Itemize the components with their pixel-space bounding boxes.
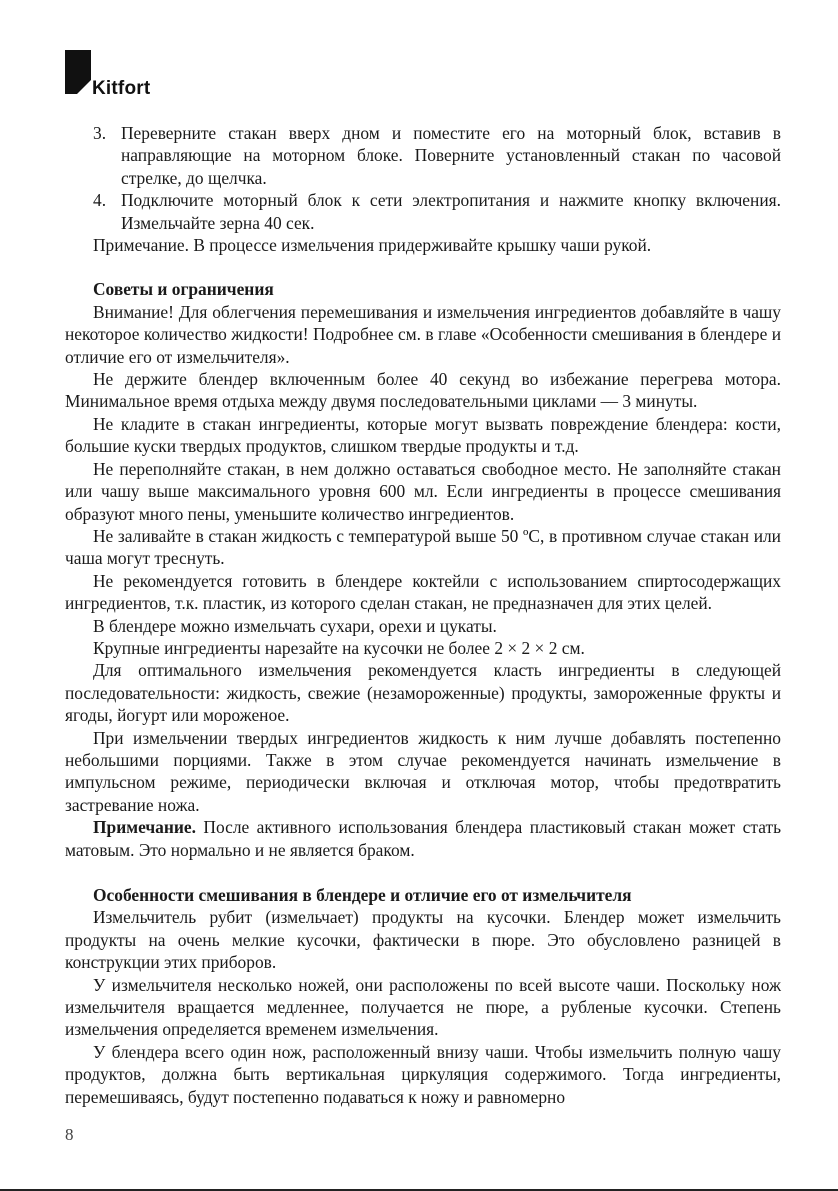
body-paragraph: У блендера всего один нож, расположенный внизу чаши. Чтобы измельчить полную чашу продуктов, должна быть вертикальная циркуляция содержимого. Тогда ингредиенты, перемешиваясь, будут постепенно подаваться к ножу и равномерно: [65, 1041, 781, 1107]
step-text: Переверните стакан вверх дном и поместите его на моторный блок, вставив в направляющие на моторном блоке. Поверните установленный стакан по часовой стрелке, до щелчка.: [121, 123, 781, 188]
note-paragraph: Примечание. В процессе измельчения придерживайте крышку чаши рукой.: [93, 235, 652, 256]
body-paragraph: Не кладите в стакан ингредиенты, которые могут вызвать повреждение блендера: кости, большие куски твердых продуктов, слишком твердые продукты и т.д.: [65, 413, 781, 457]
spacer: [93, 256, 781, 278]
page-number: 8: [65, 1125, 74, 1144]
body-paragraph: У измельчителя несколько ножей, они расположены по всей высоте чаши. Поскольку нож измельчителя вращается медленнее, получается не пюре, а рубленые кусочки. Степень измельчения определяется временем измельчения.: [65, 974, 781, 1040]
step-item: [93, 189, 781, 234]
page-content: [65, 122, 781, 1108]
brand-name: Kitfort: [92, 78, 151, 99]
body-paragraph: В блендере можно измельчать сухари, орехи и цукаты.: [93, 615, 497, 636]
step-number: 3.: [93, 123, 107, 143]
section-heading: Особенности смешивания в блендере и отличие его от измельчителя: [93, 885, 632, 905]
kitfort-logo: [65, 50, 175, 100]
body-paragraph: Не рекомендуется готовить в блендере коктейли с использованием спиртосодержащих ингредиентов, т.к. пластик, из которого сделан стакан, не предназначен для этих целей.: [65, 570, 781, 614]
step-item: [93, 122, 781, 189]
section-heading: Советы и ограничения: [93, 279, 274, 300]
body-paragraph: Внимание! Для облегчения перемешивания и измельчения ингредиентов добавляйте в чашу некоторое количество жидкости! Подробнее см. в главе «Особенности смешивания в блендере и отличие его от измельчителя».: [65, 301, 781, 367]
step-text: Подключите моторный блок к сети электропитания и нажмите кнопку включения. Измельчайте зерна 40 сек.: [121, 190, 781, 233]
body-paragraph: При измельчении твердых ингредиентов жидкость к ним лучше добавлять постепенно небольшими порциями. Также в этом случае рекомендуется начинать измельчение в импульсном режиме, периодически включая и отключая мотор, чтобы предотвратить застревание ножа.: [65, 727, 781, 815]
body-paragraph: Для оптимального измельчения рекомендуется класть ингредиенты в следующей последовательности: жидкость, свежие (незамороженные) продукты, замороженные фрукты и ягоды, йогурт или мороженое.: [65, 660, 781, 726]
note-paragraph: [65, 816, 781, 861]
body-paragraph: Измельчитель рубит (измельчает) продукты на кусочки. Блендер может измельчить продукты на очень мелкие кусочки, фактически в пюре. Это обусловлено разницей в конструкции этих приборов.: [65, 907, 781, 973]
body-paragraph: Крупные ингредиенты нарезайте на кусочки не более 2 × 2 × 2 см.: [93, 637, 585, 658]
body-paragraph: Не переполняйте стакан, в нем должно оставаться свободное место. Не заполняйте стакан или чашу выше максимального уровня 600 мл. Если ингредиенты в процессе смешивания образуют много пены, уменьшите количество ингредиентов.: [65, 458, 781, 524]
note-text: После активного использования блендера пластиковый стакан может стать матовым. Это нормально и не является браком.: [65, 817, 781, 860]
logo-mark-icon: [65, 50, 93, 94]
spacer: [93, 861, 781, 884]
step-number: 4.: [93, 190, 107, 211]
body-paragraph: Не заливайте в стакан жидкость с температурой выше 50 ºC, в противном случае стакан или чаша могут треснуть.: [65, 525, 781, 569]
steps-list: [93, 122, 781, 234]
body-paragraph: Не держите блендер включенным более 40 секунд во избежание перегрева мотора. Минимальное время отдыха между двумя последовательными циклами — 3 минуты.: [65, 369, 781, 412]
note-label: Примечание.: [93, 817, 196, 838]
